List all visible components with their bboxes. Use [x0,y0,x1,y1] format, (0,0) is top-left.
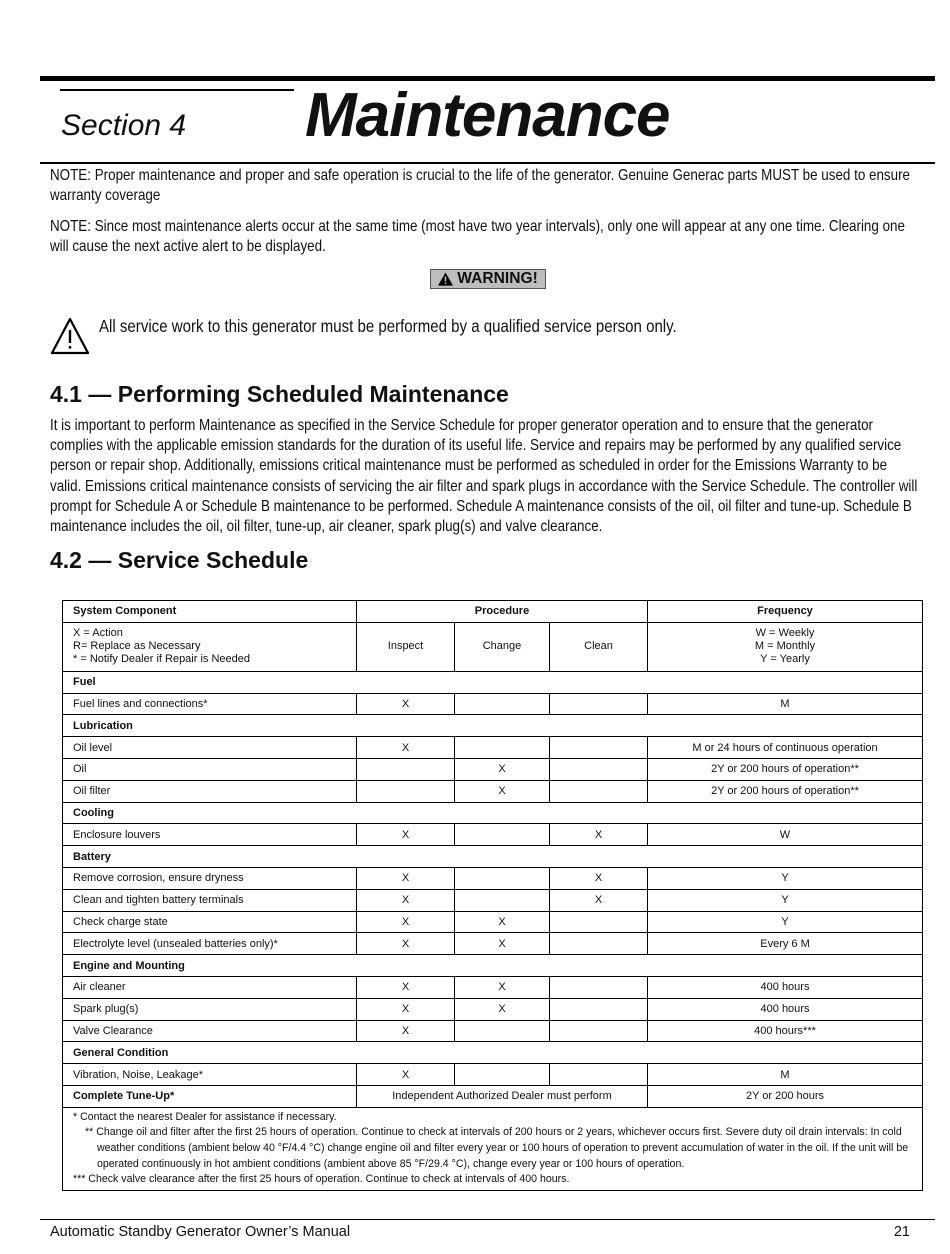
frequency-cell: Y [648,889,923,911]
table-row [63,780,923,802]
clean-cell [550,933,648,955]
group-row [63,802,923,824]
warning-badge-label: WARNING! [457,270,538,287]
note-alerts: NOTE: Since most maintenance alerts occur at the same time (most have two year intervals), only one will appear at any one time. Clearing one will cause the next active alert to be displayed. [50,218,905,256]
change-cell [455,889,550,911]
legend-left [63,622,357,671]
component-cell: Remove corrosion, ensure dryness [63,867,357,889]
table-row [63,737,923,759]
paragraph-4-1: It is important to perform Maintenance as specified in the Service Schedule for proper generator operation and to ensure that the generator complies with the applicable emission standards for the duration of its useful life. Service and repairs may be performed by any qualified service person or repair shop. Additionally, emissions critical maintenance must be performed as scheduled in order for the Emissions Warranty to be valid. Emissions critical maintenance consists of servicing the air filter and spark plugs in accordance with the Service Schedule. The controller will prompt for Schedule A or Schedule B maintenance to be performed. Schedule A maintenance consists of the oil, oil filter and tune-up. Schedule B maintenance includes the oil, oil filter, tune-up, air cleaner, spark plug(s) and valve clearance. [50,417,918,536]
change-cell [455,737,550,759]
clean-cell [550,1020,648,1042]
legend-right [648,622,923,671]
inspect-cell: X [357,824,455,846]
component-cell: Air cleaner [63,976,357,998]
component-cell: Valve Clearance [63,1020,357,1042]
frequency-cell: M [648,1064,923,1086]
change-cell [455,824,550,846]
group-label: Cooling [63,802,923,824]
component-cell: Oil filter [63,780,357,802]
component-cell: Enclosure louvers [63,824,357,846]
service-schedule-table [62,600,923,1191]
footnotes [63,1107,923,1190]
table-row [63,933,923,955]
inspect-cell: X [357,889,455,911]
change-cell: X [455,998,550,1020]
change-cell [455,1064,550,1086]
tuneup-procedure: Independent Authorized Dealer must perform [357,1085,648,1107]
table-row [63,889,923,911]
frequency-cell: 2Y or 200 hours of operation** [648,758,923,780]
warning-icon [50,317,90,355]
legend-notify: * = Notify Dealer if Repair is Needed [73,653,250,666]
frequency-cell: M [648,693,923,715]
component-cell: Vibration, Noise, Leakage* [63,1064,357,1086]
legend-yearly: Y = Yearly [760,653,810,666]
inspect-cell: X [357,998,455,1020]
tuneup-frequency: 2Y or 200 hours [648,1085,923,1107]
group-label: Fuel [63,671,923,693]
footnotes-row [63,1107,923,1190]
frequency-cell: 400 hours [648,998,923,1020]
clean-cell [550,693,648,715]
frequency-cell: Every 6 M [648,933,923,955]
inspect-cell: X [357,867,455,889]
frequency-cell: 400 hours [648,976,923,998]
frequency-cell: 400 hours*** [648,1020,923,1042]
frequency-cell: Y [648,911,923,933]
clean-cell [550,758,648,780]
component-cell: Clean and tighten battery terminals [63,889,357,911]
change-cell [455,693,550,715]
column-clean: Clean [550,622,648,671]
clean-cell [550,780,648,802]
change-cell: X [455,780,550,802]
footnote-2: ** Change oil and filter after the first 25 hours of operation. Continue to check at intervals of 200 hours or 2 years, whichever occurs first. Severe duty oil drain intervals: In cold weather conditions (ambient below 40 °F/4.4 °C) change engine oil and filter every year or 100 hours of operation to prevent accumulation of water in the oil. If the unit will be operated continuously in hot ambient conditions (ambient above 85 °F/29.4 °C), change every year or 100 hours of operation. [85,1126,909,1170]
clean-cell [550,911,648,933]
page-number: 21 [893,1224,910,1240]
group-label: General Condition [63,1042,923,1064]
warning-text: All service work to this generator must be performed by a qualified service person only. [99,316,677,336]
group-row [63,1042,923,1064]
clean-cell [550,737,648,759]
tuneup-name: Complete Tune-Up* [63,1085,357,1107]
legend-monthly: M = Monthly [754,640,816,653]
inspect-cell: X [357,976,455,998]
table-row [63,693,923,715]
inspect-cell: X [357,693,455,715]
footnote-1: * Contact the nearest Dealer for assistance if necessary. [73,1110,337,1123]
inspect-cell [357,780,455,802]
change-cell: X [455,976,550,998]
table-row [63,824,923,846]
frequency-cell: 2Y or 200 hours of operation** [648,780,923,802]
change-cell [455,1020,550,1042]
clean-cell: X [550,824,648,846]
table-row [63,911,923,933]
change-cell [455,867,550,889]
group-row [63,671,923,693]
page-title: Maintenance [305,81,670,150]
table-row [63,758,923,780]
warning-badge [430,269,546,289]
inspect-cell: X [357,1064,455,1086]
clean-cell [550,976,648,998]
component-cell: Oil [63,758,357,780]
section-label: Section 4 [61,109,187,142]
table-row [63,1020,923,1042]
component-cell: Oil level [63,737,357,759]
frequency-cell: M or 24 hours of continuous operation [648,737,923,759]
group-label: Battery [63,846,923,868]
inspect-cell: X [357,1020,455,1042]
inspect-cell: X [357,933,455,955]
group-label: Engine and Mounting [63,955,923,977]
column-change: Change [455,622,550,671]
inspect-cell: X [357,911,455,933]
component-cell: Spark plug(s) [63,998,357,1020]
change-cell: X [455,911,550,933]
legend-weekly: W = Weekly [755,627,815,640]
clean-cell: X [550,889,648,911]
header-frequency: Frequency [648,601,923,623]
table-header-row [63,601,923,623]
group-row [63,955,923,977]
change-cell: X [455,758,550,780]
table-row [63,998,923,1020]
footer-rule [40,1219,935,1220]
change-cell: X [455,933,550,955]
component-cell: Electrolyte level (unsealed batteries only)* [63,933,357,955]
inspect-cell: X [357,737,455,759]
clean-cell [550,1064,648,1086]
legend-row [63,622,923,671]
clean-cell [550,998,648,1020]
heading-4-2: 4.2 — Service Schedule [50,547,309,573]
group-row [63,715,923,737]
frequency-cell: Y [648,867,923,889]
column-inspect: Inspect [357,622,455,671]
group-label: Lubrication [63,715,923,737]
frequency-cell: W [648,824,923,846]
group-row [63,846,923,868]
inspect-cell [357,758,455,780]
heading-4-1: 4.1 — Performing Scheduled Maintenance [50,381,509,407]
footer-title: Automatic Standby Generator Owner’s Manual [50,1224,351,1240]
footnote-3: *** Check valve clearance after the first 25 hours of operation. Continue to check at intervals of 400 hours. [73,1173,570,1186]
table-row [63,1064,923,1086]
component-cell: Check charge state [63,911,357,933]
header-component: System Component [63,601,357,623]
header-procedure: Procedure [357,601,648,623]
legend-action: X = Action [73,627,123,640]
tuneup-row [63,1085,923,1107]
component-cell: Fuel lines and connections* [63,693,357,715]
note-warranty: NOTE: Proper maintenance and proper and safe operation is crucial to the life of the generator. Genuine Generac parts MUST be used to ensure warranty coverage [50,167,911,205]
section-rule [60,89,294,91]
clean-cell: X [550,867,648,889]
title-underline [40,162,935,164]
table-row [63,976,923,998]
legend-replace: R= Replace as Necessary [73,640,201,653]
table-row [63,867,923,889]
warning-triangle-icon [438,272,453,286]
